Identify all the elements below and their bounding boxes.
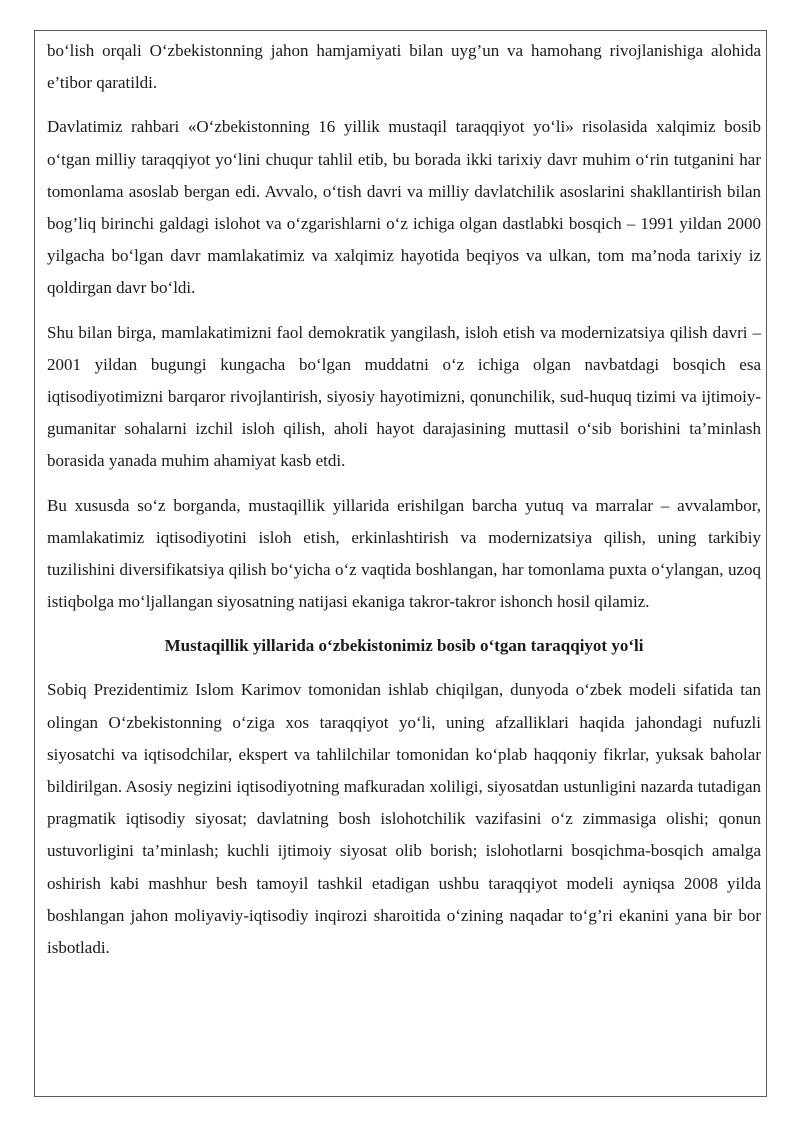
paragraph-continuation: bo‘lish orqali O‘zbekistonning jahon hamjamiyati bilan uyg’un va hamohang rivojlanishiga alohida e’tibor qaratildi. bbox=[47, 41, 761, 93]
document-body bbox=[47, 35, 761, 976]
paragraph-modernization: Shu bilan birga, mamlakatimizni faol demokratik yangilash, isloh etish va modernizatsiya qilish davri – 2001 yildan bugungi kungacha bo‘lgan muddatni o‘z ichiga olgan navbatdagi bosqich esa iqtisodiyotimizni barqaror rivojlantirish, siyosiy hayotimizni, qonunchilik, sud-huquq tizimi va ijtimoiy-gumanitar sohalarni izchil isloh qilish, aholi hayot darajasining muttasil o‘sib borishini ta’minlash borasida yanada muhim ahamiyat kasb etdi. bbox=[47, 322, 761, 471]
paragraph-uzbek-model: Sobiq Prezidentimiz Islom Karimov tomonidan ishlab chiqilgan, dunyoda o‘zbek modeli sifatida tan olingan O‘zbekistonning o‘ziga xos taraqqiyot yo‘li, uning afzalliklari haqida jahondagi nufuzli siyosatchi va iqtisodchilar, ekspert va tahlilchilar tomonidan ko‘plab haqqoniy fikrlar, yuksak baholar bildirilgan. Asosiy negizini iqtisodiyotning mafkuradan xoliligi, siyosatdan ustunligini nazarda tutadigan pragmatik iqtisodiy siyosat; davlatning bosh islohotchilik vazifasini o‘z zimmasiga olishi; qonun ustuvorligini ta’minlash; kuchli ijtimoiy siyosat olib borish; islohotlarni bosqichma-bosqich amalga oshirish kabi mashhur besh tamoyil tashkil etadigan ushbu taraqqiyot modeli ayniqsa 2008 yilda boshlangan jahon moliyaviy-iqtisodiy inqirozi sharoitida o‘zining naqadar to‘g’ri ekanini yana bir bor isbotladi. bbox=[47, 680, 761, 958]
section-heading: Mustaqillik yillarida o‘zbekistonimiz bosib o‘tgan taraqqiyot yo‘li bbox=[164, 636, 644, 656]
paragraph-achievements: Bu xususda so‘z borganda, mustaqillik yillarida erishilgan barcha yutuq va marralar – avvalambor, mamlakatimiz iqtisodiyotini isloh etish, erkinlashtirish va modernizatsiya qilish, uning tarkibiy tuzilishini diversifikatsiya qilish bo‘yicha o‘z vaqtida boshlangan, har tomonlama puxta o‘ylangan, uzoq istiqbolga mo‘ljallangan siyosatning natijasi ekaniga takror-takror ishonch hosil qilamiz. bbox=[47, 495, 761, 612]
paragraph-two-periods: Davlatimiz rahbari «O‘zbekistonning 16 yillik mustaqil taraqqiyot yo‘li» risolasida xalqimiz bosib o‘tgan milliy taraqqiyot yo‘lini chuqur tahlil etib, bu borada ikki tarixiy davr muhim o‘rin tutganini har tomonlama asoslab bergan edi. Avvalo, o‘tish davri va milliy davlatchilik asoslarini shakllantirish bilan bog’liq birinchi galdagi islohot va o‘zgarishlarni o‘z ichiga olgan dastlabki bosqich – 1991 yildan 2000 yilgacha bo‘lgan davr mamlakatimiz va xalqimiz hayotida beqiyos va ulkan, tom ma’noda tarixiy iz qoldirgan davr bo‘ldi. bbox=[47, 117, 761, 298]
